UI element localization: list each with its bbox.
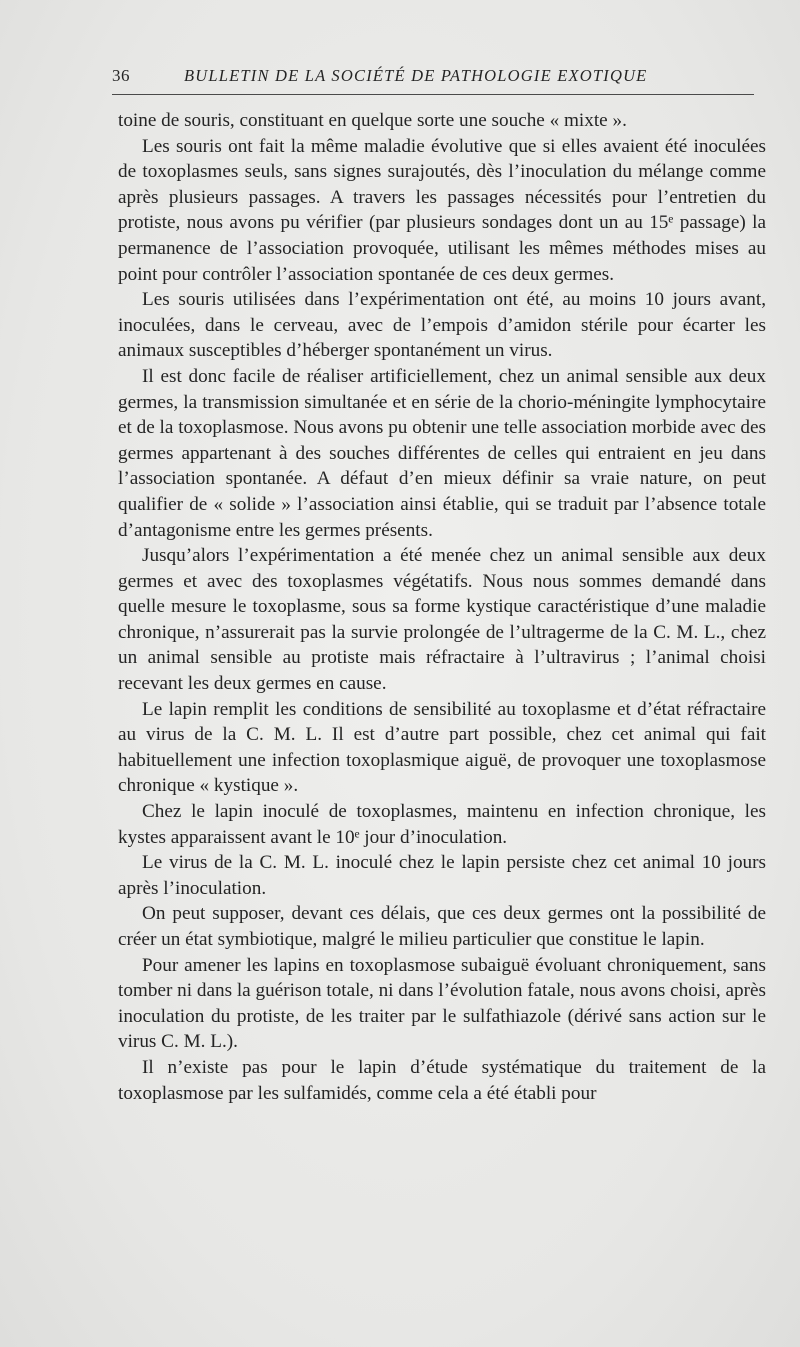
paragraph: Chez le lapin inoculé de toxoplasmes, maintenu en infection chronique, les kystes apparaissent avant le 10ᵉ jour d’inoculation.: [118, 801, 766, 848]
paragraph: Jusqu’alors l’expérimentation a été menée chez un animal sensible aux deux germes et avec des toxoplasmes végétatifs. Nous nous sommes demandé dans quelle mesure le toxoplasme, sous sa forme kystique caractéristique d’une maladie chronique, n’assurerait pas la survie prolongée de l’ultragerme de la C. M. L., chez un animal sensible au protiste mais réfractaire à l’ultravirus ; l’animal choisi recevant les deux germes en cause.: [118, 545, 766, 695]
paragraph: Les souris utilisées dans l’expérimentation ont été, au moins 10 jours avant, inoculées, dans le cerveau, avec de l’empois d’amidon stérile pour écarter les animaux susceptibles d’héberger spontanément un virus.: [118, 289, 766, 362]
header-rule: [112, 94, 754, 95]
paragraph: On peut supposer, devant ces délais, que ces deux germes ont la possibilité de créer un état symbiotique, malgré le milieu particulier que constitue le lapin.: [118, 903, 766, 950]
paragraph: Il n’existe pas pour le lapin d’étude systématique du traitement de la toxoplasmose par les sulfamidés, comme cela a été établi pour: [118, 1056, 766, 1104]
paragraph: Le lapin remplit les conditions de sensibilité au toxoplasme et d’état réfractaire au virus de la C. M. L. Il est d’autre part possible, chez cet animal qui fait habituellement une infection toxoplasmique aiguë, de provoquer une toxoplasmose chronique « kystique ».: [118, 698, 766, 797]
journal-title: BULLETIN DE LA SOCIÉTÉ DE PATHOLOGIE EXOTIQUE: [184, 66, 648, 85]
page-number: 36: [112, 66, 130, 85]
body-text: [118, 108, 766, 1106]
paragraph: Pour amener les lapins en toxoplasmose subaiguë évoluant chroniquement, sans tomber ni dans la guérison totale, ni dans l’évolution fatale, nous avons choisi, après inoculation du protiste, de les traiter par le sulfathiazole (dérivé sans action sur le virus C. M. L.).: [118, 954, 766, 1053]
paragraph: Il est donc facile de réaliser artificiellement, chez un animal sensible aux deux germes, la transmission simultanée et en série de la chorio-méningite lymphocytaire et de la toxoplasmose. Nous avons pu obtenir une telle association morbide avec des germes appartenant à des souches différentes de celles qui entraient en jeu dans l’association spontanée. A défaut d’en mieux définir sa vraie nature, on peut qualifier de « solide » l’association ainsi établie, qui se traduit par l’absence totale d’antagonisme entre les germes présents.: [118, 365, 766, 541]
paragraph: Le virus de la C. M. L. inoculé chez le lapin persiste chez cet animal 10 jours après l’inoculation.: [118, 852, 766, 899]
running-head: [112, 66, 754, 90]
paragraph: Les souris ont fait la même maladie évolutive que si elles avaient été inoculées de toxoplasmes seuls, sans signes surajoutés, dès l’inoculation du mélange comme après plusieurs passages. A travers les passages nécessités pour l’entretien du protiste, nous avons pu vérifier (par plusieurs sondages dont un au 15ᵉ passage) la permanence de l’association provoquée, utilisant les mêmes méthodes mises au point pour contrôler l’association spontanée de ces deux germes.: [118, 135, 766, 285]
paragraph-continued: toine de souris, constituant en quelque sorte une souche « mixte ».: [118, 110, 627, 131]
